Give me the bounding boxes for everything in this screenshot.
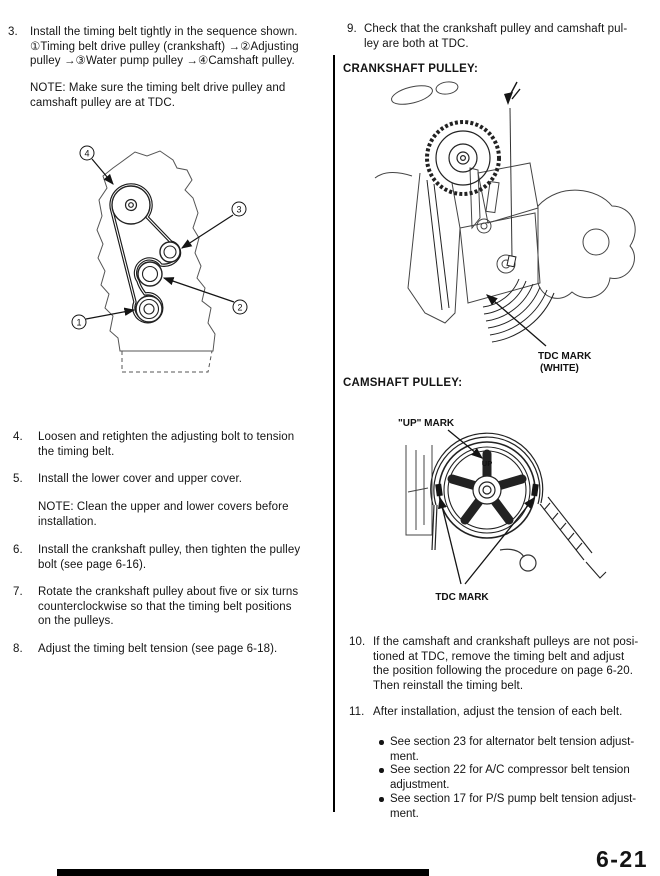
callout-2 [164,278,247,314]
callout-number: 1 [76,317,82,328]
step-number: 5. [13,473,23,485]
bullet-text-line: adjustment. [390,778,450,791]
note-text-line: NOTE: Make sure the timing belt drive pulley and [30,82,286,94]
step-text-line: Adjust the timing belt tension (see page 6-18). [38,643,278,655]
page-number: 6-21 [595,846,648,872]
timing-belt-sequence-diagram [25,138,325,410]
camshaft-pulley [112,186,150,224]
bullet-item-alternator [379,735,654,764]
tdc-white-mark [507,255,516,266]
bullet-text-line: ment. [390,750,419,763]
tdc-mark-arrow [487,295,546,346]
tdc-side-mark-right [531,484,539,497]
camshaft-pulley-diagram [370,400,650,615]
bullet-text-line: See section 17 for P/S pump belt tension adjust- [390,793,637,805]
water-pump-pulley [160,242,180,262]
step-text-line: Install the timing belt tightly in the sequence shown. [30,26,298,38]
crankshaft-pulley-heading: CRANKSHAFT PULLEY: [343,63,478,75]
bullet-item-ps-pump [379,792,654,821]
step-number: 4. [13,431,23,443]
callout-number: 2 [237,302,243,313]
tdc-alignment-line [510,108,512,258]
step-text-line: tioned at TDC, remove the timing belt and adjust [373,650,625,663]
column-divider [333,55,335,812]
callout-3 [182,202,246,248]
step-number: 3. [8,26,18,38]
procedure-step-9 [347,22,657,51]
step-text-line: ley are both at TDC. [364,37,469,50]
note-step-5 [38,500,333,529]
step-text-line: After installation, adjust the tension of each belt. [373,706,623,718]
step-text-line: Rotate the crankshaft pulley about five or six turns [38,586,299,598]
tdc-mark-white-label: (WHITE) [540,363,579,373]
step-text-line: the timing belt. [38,445,115,458]
up-text-on-wheel: UP [481,459,493,468]
tdc-mark-label: TDC MARK [538,351,592,362]
adjusting-pulley [138,262,162,286]
hook-piece [500,549,536,571]
engine-edge-left [406,445,432,535]
step-text-line: If the camshaft and crankshaft pulleys are not posi- [373,636,639,648]
tdc-line-left [440,498,461,584]
belt-run-right [540,497,606,578]
bullet-item-ac-compressor [379,763,654,792]
up-mark-label: "UP" MARK [398,418,455,429]
camshaft-pulley-wheel [439,442,535,538]
pointer-arrow-icon [504,82,520,105]
housing-hole [583,229,609,255]
step-text-line: on the pulleys. [38,615,114,628]
crankshaft-drive-pulley [136,296,162,322]
procedure-step-7 [13,585,333,629]
cam-sprocket [427,122,499,194]
callout-number: 4 [84,148,90,159]
bullet-text-line: ment. [390,807,419,820]
note-text-line: installation. [38,515,97,528]
step-text-line: Then reinstall the timing belt. [373,679,524,692]
step-number: 10. [349,636,366,648]
note-text-line: camshaft pulley are at TDC. [30,96,176,109]
step-text-line: Install the lower cover and upper cover. [38,473,243,485]
housing-outline [538,190,635,298]
procedure-step-4 [13,430,333,459]
step-text-line: counterclockwise so that the timing belt positions [38,600,292,613]
procedure-step-5 [13,472,333,487]
bullet-icon [379,797,384,802]
timing-belt-run [427,180,449,310]
step-number: 8. [13,643,23,655]
ribbed-pulley [483,279,554,342]
camshaft-pulley-heading: CAMSHAFT PULLEY: [343,377,463,389]
procedure-step-6 [13,543,333,572]
tdc-side-mark-left [435,484,443,497]
procedure-step-8 [13,642,333,657]
bullet-icon [379,768,384,773]
crankshaft-pulley-diagram [360,78,655,373]
procedure-step-11 [349,705,659,720]
bullet-text-line: See section 23 for alternator belt tension adjust- [390,736,635,748]
step-text-line: pulley →③Water pump pulley →④Camshaft pulley. [30,55,295,68]
bottom-scan-bar [57,869,429,876]
step-text-line: bolt (see page 6-16). [38,558,147,571]
step-text-line: Install the crankshaft pulley, then tighten the pulley [38,544,301,556]
procedure-step-10 [349,635,659,693]
callout-number: 3 [236,204,242,215]
bullet-icon [379,740,384,745]
tdc-mark-label: TDC MARK [435,592,489,603]
step-number: 9. [347,23,357,35]
bullet-text-line: See section 22 for A/C compressor belt tension [390,764,630,776]
note-text-line: NOTE: Clean the upper and lower covers before [38,501,289,513]
step-text-line: Check that the crankshaft pulley and camshaft pul- [364,23,628,35]
step-number: 6. [13,544,23,556]
callout-4 [80,146,113,184]
procedure-step-3 [8,25,328,69]
step-text-line: Loosen and retighten the adjusting bolt to tension [38,431,295,443]
step-text-line: the position following the procedure on page 6-20. [373,665,634,678]
step-number: 7. [13,586,23,598]
callout-1 [72,310,134,329]
step-text-line: ①Timing belt drive pulley (crankshaft) →②Adjusting [30,40,299,53]
step-number: 11. [349,706,365,718]
note-step-3 [30,81,330,110]
